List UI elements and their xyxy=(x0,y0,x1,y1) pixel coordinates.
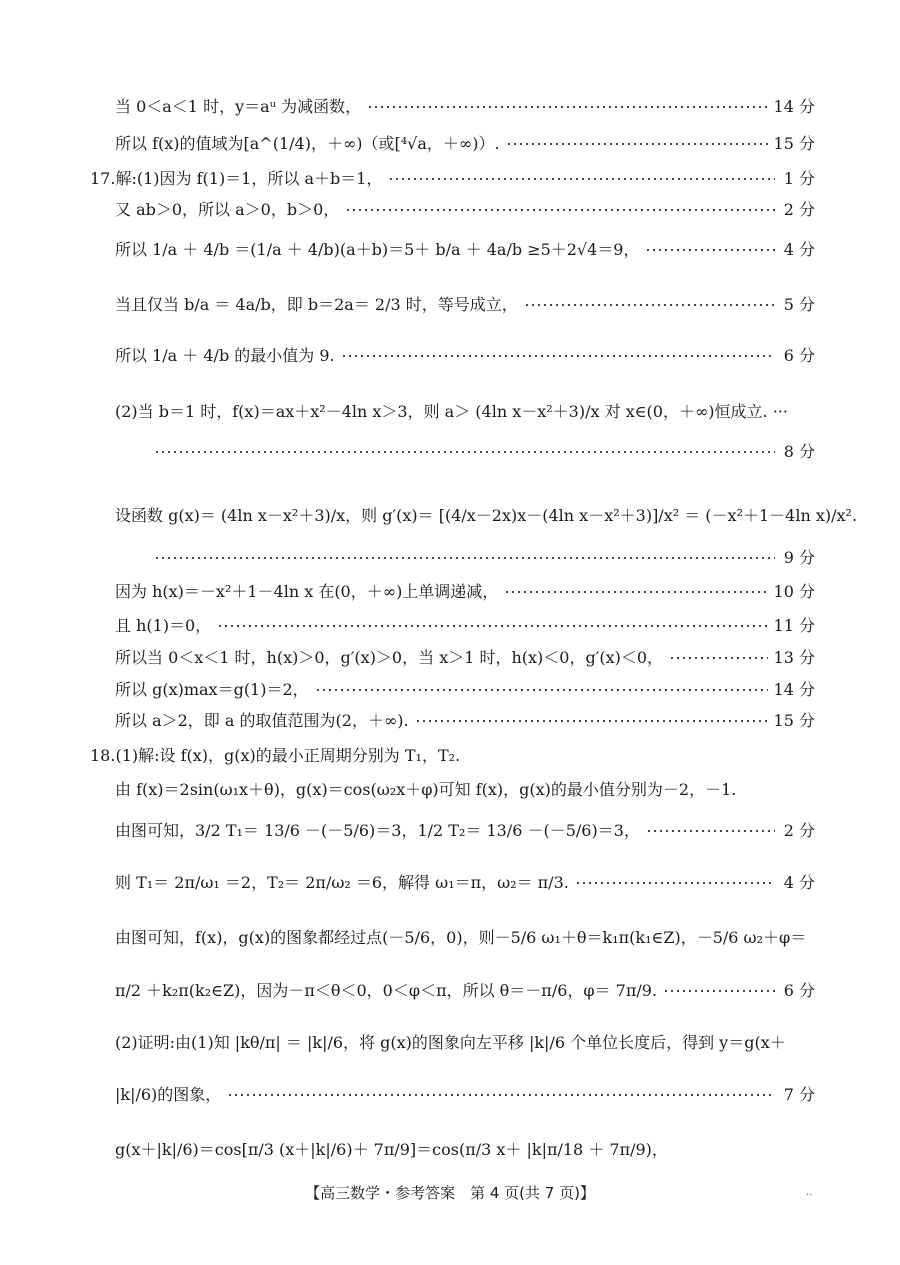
question-18-line xyxy=(90,746,815,766)
line-text: 当且仅当 b/a ＝ 4a/b，即 b＝2a＝ 2/3 时，等号成立， xyxy=(115,295,518,314)
score-label: 9 分 xyxy=(783,548,815,567)
solution-line xyxy=(115,616,815,636)
score-label: 14 分 xyxy=(773,97,815,116)
page-footer: 【高三数学・参考答案 第 4 页(共 7 页)】 xyxy=(305,1184,595,1202)
dot-leader xyxy=(524,304,775,306)
dot-leader xyxy=(154,557,775,559)
score-label: 4 分 xyxy=(783,240,815,259)
score-label: 13 分 xyxy=(773,648,815,667)
solution-line xyxy=(115,582,815,602)
dot-leader xyxy=(227,1094,775,1096)
score-label: 10 分 xyxy=(773,582,815,601)
solution-line xyxy=(115,873,815,893)
line-text: 由图可知，f(x)，g(x)的图象都经过点(－5/6，0)，则－5/6 ω₁＋θ＝k₁π(k₁∈Z)，－5/6 ω₂＋φ＝ xyxy=(115,928,807,947)
dot-leader xyxy=(217,625,767,627)
line-text: 所以 g(x)max＝g(1)＝2， xyxy=(115,680,309,699)
solution-line xyxy=(115,1033,815,1053)
dot-leader xyxy=(575,882,775,884)
score-label: 1 分 xyxy=(783,169,815,188)
solution-line xyxy=(115,402,815,422)
score-label: 15 分 xyxy=(773,711,815,730)
score-label: 14 分 xyxy=(773,680,815,699)
score-label: 5 分 xyxy=(783,295,815,314)
solution-line xyxy=(115,928,815,948)
line-text: |k|/6)的图象， xyxy=(115,1085,222,1104)
solution-line xyxy=(115,981,815,1001)
line-text: g(x＋|k|/6)＝cos[π/3 (x＋|k|/6)＋ 7π/9]＝cos(π/3 x＋ |k|π/18 ＋ 7π/9)， xyxy=(115,1140,668,1159)
line-text: 因为 h(x)＝－x²＋1－4ln x 在(0，＋∞)上单调递减， xyxy=(115,582,499,601)
line-text: 当 0＜a＜1 时，y＝aᵘ 为减函数， xyxy=(115,97,362,116)
solution-line xyxy=(115,97,815,117)
question-number: 17. xyxy=(90,169,116,188)
score-label: 8 分 xyxy=(783,442,815,461)
dot-leader xyxy=(504,591,767,593)
dot-leader xyxy=(315,689,768,691)
solution-line xyxy=(115,200,815,220)
line-text: (2)当 b＝1 时，f(x)＝ax＋x²－4ln x＞3，则 a＞ (4ln x－x²＋3)/x 对 x∈(0，＋∞)恒成立. ··· xyxy=(115,402,788,421)
line-text: 设函数 g(x)＝ (4ln x－x²＋3)/x，则 g′(x)＝ [(4/x－2x)x－(4ln x－x²＋3)]/x² ＝ (－x²＋1－4ln x)/x². xyxy=(115,506,858,525)
solution-line xyxy=(115,821,815,841)
line-text: 由 f(x)＝2sin(ω₁x＋θ)，g(x)＝cos(ω₂x＋φ)可知 f(x)，g(x)的最小值分别为－2，－1. xyxy=(115,780,737,799)
dot-leader xyxy=(388,178,775,180)
dot-leader xyxy=(341,355,775,357)
line-text: 则 T₁＝ 2π/ω₁ ＝2，T₂＝ 2π/ω₂ ＝6，解得 ω₁＝π，ω₂＝ π/3. xyxy=(115,873,569,892)
line-text: 所以 f(x)的值域为[a^(1/4)，＋∞)（或[⁴√a，＋∞)）. xyxy=(115,134,500,153)
dot-leader xyxy=(669,657,768,659)
line-text: 解:(1)因为 f(1)＝1，所以 a＋b＝1， xyxy=(115,169,383,188)
question-number: 18. xyxy=(90,746,116,765)
solution-line xyxy=(115,240,815,260)
solution-line xyxy=(115,711,815,731)
score-label: 2 分 xyxy=(783,821,815,840)
solution-line xyxy=(115,680,815,700)
corner-mark: .. xyxy=(806,1187,813,1198)
score-only-line xyxy=(148,548,815,568)
dot-leader xyxy=(345,209,775,211)
dot-leader xyxy=(154,451,775,453)
line-text: 所以 1/a ＋ 4/b 的最小值为 9. xyxy=(115,346,335,365)
line-text: π/2 ＋k₂π(k₂∈Z)，因为－π＜θ＜0，0＜φ＜π，所以 θ＝－π/6，φ＝ 7π/9. xyxy=(115,981,658,1000)
solution-line xyxy=(115,648,815,668)
line-text: 又 ab＞0，所以 a＞0，b＞0， xyxy=(115,200,340,219)
line-text: (2)证明:由(1)知 |kθ/π| ＝ |k|/6，将 g(x)的图象向左平移 |k|/6 个单位长度后，得到 y＝g(x＋ xyxy=(115,1033,786,1052)
line-text: 所以当 0＜x＜1 时，h(x)＞0，g′(x)＞0，当 x＞1 时，h(x)＜0，g′(x)＜0， xyxy=(115,648,664,667)
line-text: (1)解:设 f(x)，g(x)的最小正周期分别为 T₁，T₂. xyxy=(115,746,461,765)
dot-leader xyxy=(645,249,775,251)
score-label: 7 分 xyxy=(783,1085,815,1104)
score-label: 6 分 xyxy=(783,346,815,365)
score-label: 15 分 xyxy=(773,134,815,153)
line-text: 所以 1/a ＋ 4/b ＝(1/a ＋ 4/b)(a＋b)＝5＋ b/a ＋ 4a/b ≥5＋2√4＝9， xyxy=(115,240,640,259)
score-label: 11 分 xyxy=(773,616,815,635)
dot-leader xyxy=(646,830,775,832)
question-17-line xyxy=(90,169,815,189)
solution-line xyxy=(115,295,815,315)
score-label: 2 分 xyxy=(783,200,815,219)
line-text: 由图可知，3/2 T₁＝ 13/6 －(－5/6)＝3，1/2 T₂＝ 13/6 －(－5/6)＝3， xyxy=(115,821,640,840)
line-text: 所以 a＞2，即 a 的取值范围为(2，＋∞). xyxy=(115,711,409,730)
dot-leader xyxy=(415,720,768,722)
score-label: 4 分 xyxy=(783,873,815,892)
solution-line xyxy=(115,780,815,800)
score-label: 6 分 xyxy=(783,981,815,1000)
dot-leader xyxy=(367,106,767,108)
solution-line xyxy=(115,134,815,154)
solution-line xyxy=(115,1085,815,1105)
solution-line xyxy=(115,1140,815,1160)
line-text: 且 h(1)＝0， xyxy=(115,616,212,635)
dot-leader xyxy=(506,143,768,145)
score-only-line xyxy=(148,442,815,462)
solution-line xyxy=(115,506,858,526)
dot-leader xyxy=(663,990,775,992)
solution-line xyxy=(115,346,815,366)
